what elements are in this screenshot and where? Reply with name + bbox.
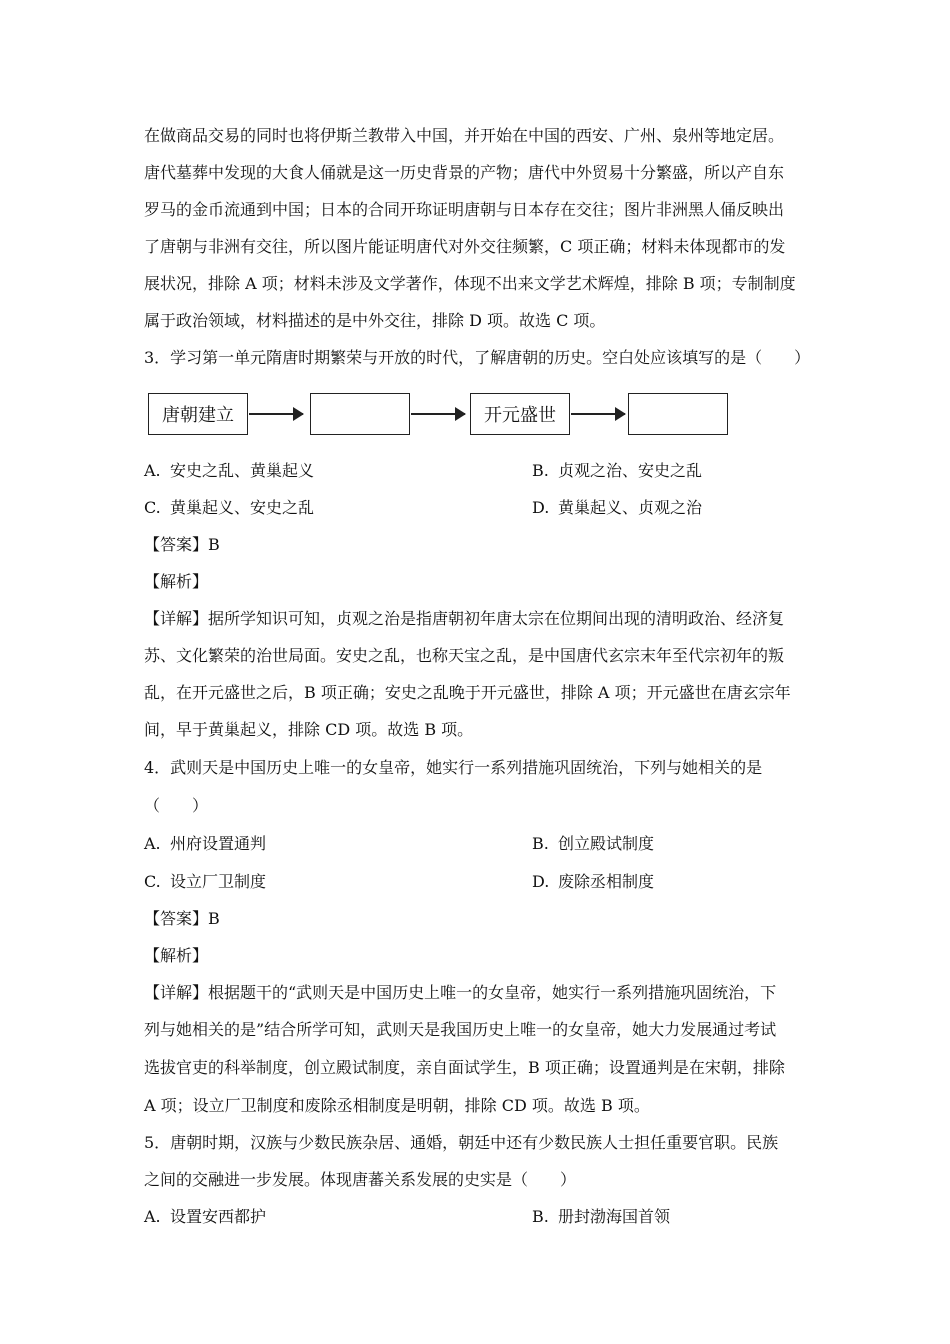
flow-box-blank-2 — [628, 393, 728, 435]
option-a — [144, 461, 314, 481]
option-label: B. — [532, 1207, 549, 1226]
arrow-icon — [411, 413, 465, 415]
question-3-stem: 3．学习第一单元隋唐时期繁荣与开放的时代，了解唐朝的历史。空白处应该填写的是（ ） — [144, 348, 811, 367]
analysis-label: 【解析】 — [144, 572, 209, 591]
arrow-icon — [249, 413, 303, 415]
paragraph-line: 属于政治领域，材料描述的是中外交往，排除 D 项。故选 C 项。 — [144, 311, 606, 330]
paragraph-line: 在做商品交易的同时也将伊斯兰教带入中国，并开始在中国的西安、广州、泉州等地定居。 — [144, 126, 785, 145]
option-label: D. — [532, 872, 550, 891]
option-text: 设立厂卫制度 — [170, 872, 267, 891]
option-label: D. — [532, 498, 550, 517]
option-d — [532, 872, 654, 892]
option-b — [532, 834, 654, 854]
option-a — [144, 834, 266, 854]
option-text: 黄巢起义、贞观之治 — [558, 498, 703, 517]
answer: 【答案】B — [144, 535, 220, 554]
option-text: 设置安西都护 — [170, 1207, 267, 1226]
option-label: A. — [144, 461, 161, 480]
option-label: C. — [144, 498, 161, 517]
option-c — [144, 872, 266, 892]
option-b — [532, 461, 702, 481]
question-4-stem: 4．武则天是中国历史上唯一的女皇帝，她实行一系列措施巩固统治，下列与她相关的是 — [144, 758, 763, 777]
option-text: 州府设置通判 — [170, 834, 267, 853]
option-label: A. — [144, 1207, 161, 1226]
option-text: 安史之乱、黄巢起义 — [170, 461, 315, 480]
option-text: 创立殿试制度 — [558, 834, 655, 853]
analysis-label: 【解析】 — [144, 946, 209, 965]
detail-line: 间，早于黄巢起义，排除 CD 项。故选 B 项。 — [144, 720, 474, 739]
flow-box-blank-1 — [310, 393, 410, 435]
question-5-stem-cont: 之间的交融进一步发展。体现唐蕃关系发展的史实是（ ） — [144, 1170, 577, 1189]
answer: 【答案】B — [144, 909, 220, 928]
flow-box-kaiyuan: 开元盛世 — [470, 393, 570, 435]
detail-line: 列与她相关的是”结合所学可知，武则天是我国历史上唯一的女皇帝，她大力发展通过考试 — [144, 1020, 777, 1039]
paragraph-line: 罗马的金币流通到中国；日本的合同开珎证明唐朝与日本存在交往；图片非洲黑人俑反映出 — [144, 200, 785, 219]
option-c — [144, 498, 314, 518]
option-label: B. — [532, 461, 549, 480]
paragraph-line: 了唐朝与非洲有交往，所以图片能证明唐代对外交往频繁，C 项正确；材料未体现都市的发 — [144, 237, 786, 256]
option-text: 册封渤海国首领 — [558, 1207, 671, 1226]
option-label: A. — [144, 834, 161, 853]
option-a — [144, 1207, 266, 1227]
option-b — [532, 1207, 670, 1227]
option-text: 贞观之治、安史之乱 — [558, 461, 703, 480]
question-4-bracket: （ ） — [144, 796, 209, 815]
paragraph-line: 唐代墓葬中发现的大食人俑就是这一历史背景的产物；唐代中外贸易十分繁盛，所以产自东 — [144, 163, 785, 182]
flow-diagram — [148, 388, 738, 444]
detail-line: 乱，在开元盛世之后，B 项正确；安史之乱晚于开元盛世，排除 A 项；开元盛世在唐玄宗年 — [144, 683, 791, 702]
detail-line: 【详解】根据题干的“武则天是中国历史上唯一的女皇帝，她实行一系列措施巩固统治，下 — [144, 983, 777, 1002]
option-d — [532, 498, 702, 518]
detail-line: 选拔官吏的科举制度，创立殿试制度，亲自面试学生，B 项正确；设置通判是在宋朝，排除 — [144, 1058, 785, 1077]
detail-line: 【详解】据所学知识可知，贞观之治是指唐朝初年唐太宗在位期间出现的清明政治、经济复 — [144, 609, 785, 628]
paragraph-line: 展状况，排除 A 项；材料未涉及文学著作，体现不出来文学艺术辉煌，排除 B 项；专制制度 — [144, 274, 796, 293]
detail-line: 苏、文化繁荣的治世局面。安史之乱，也称天宝之乱，是中国唐代玄宗末年至代宗初年的叛 — [144, 646, 785, 665]
option-label: B. — [532, 834, 549, 853]
arrow-icon — [571, 413, 625, 415]
option-label: C. — [144, 872, 161, 891]
option-text: 黄巢起义、安史之乱 — [170, 498, 315, 517]
question-5-stem: 5．唐朝时期，汉族与少数民族杂居、通婚，朝廷中还有少数民族人士担任重要官职。民族 — [144, 1133, 779, 1152]
option-text: 废除丞相制度 — [558, 872, 655, 891]
detail-line: A 项；设立厂卫制度和废除丞相制度是明朝，排除 CD 项。故选 B 项。 — [144, 1096, 650, 1115]
flow-box-tang-founded: 唐朝建立 — [148, 393, 248, 435]
